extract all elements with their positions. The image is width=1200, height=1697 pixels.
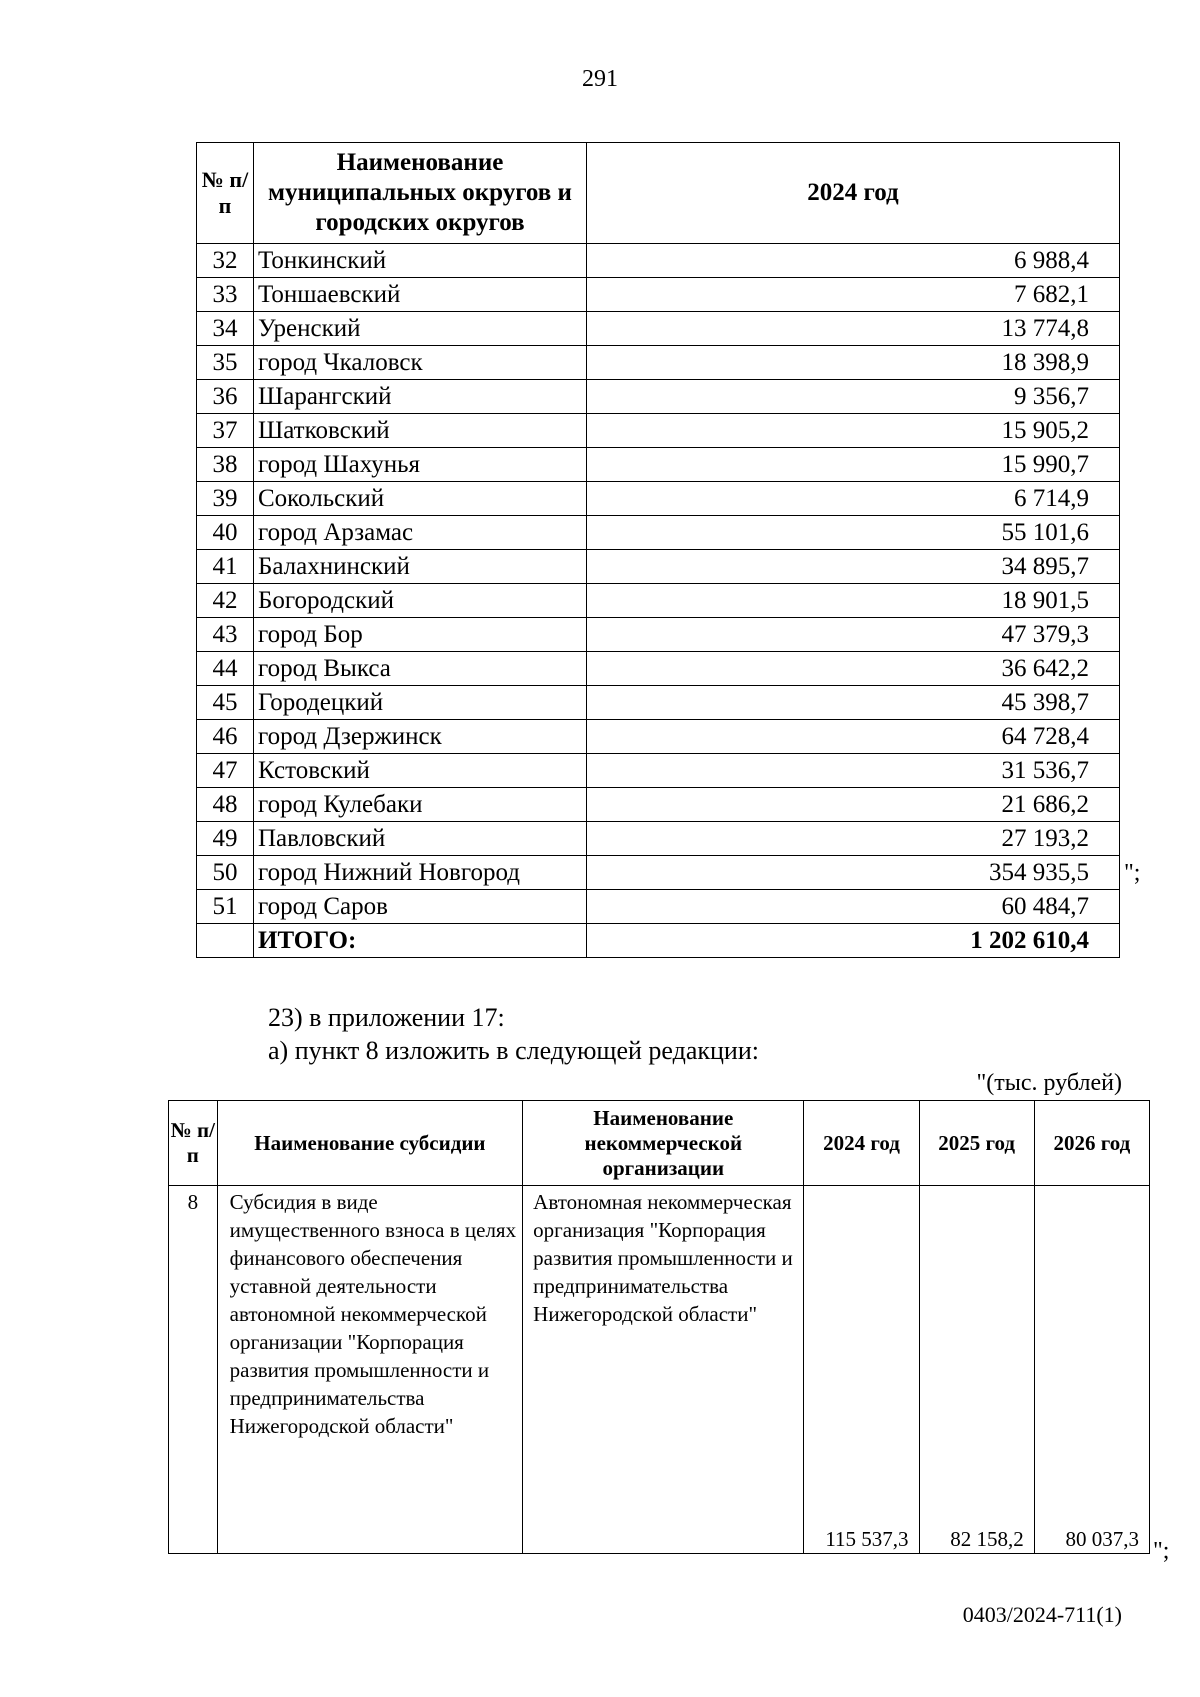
- value-cell: 36 642,2: [587, 652, 1120, 686]
- subsidy-name-cell: Субсидия в виде имущественного взноса в целях финансового обеспечения уставной деятельности автономной некоммерческой организации "Корпорация развития промышленности и предпринимательства Нижегородской области": [217, 1186, 523, 1554]
- value-cell: 354 935,5: [587, 856, 1120, 890]
- value-cell: 34 895,7: [587, 550, 1120, 584]
- district-name-cell: Кстовский: [254, 754, 587, 788]
- district-name-cell: Балахнинский: [254, 550, 587, 584]
- table-row: [197, 516, 1120, 550]
- value-cell: 15 990,7: [587, 448, 1120, 482]
- value-cell: 21 686,2: [587, 788, 1120, 822]
- value-cell: 31 536,7: [587, 754, 1120, 788]
- value-cell: 18 901,5: [587, 584, 1120, 618]
- units-label: "(тыс. рублей): [976, 1070, 1122, 1096]
- value-cell: 9 356,7: [587, 380, 1120, 414]
- district-name-cell: город Дзержинск: [254, 720, 587, 754]
- organization-name-cell: Автономная некоммерческая организация "Корпорация развития промышленности и предпринимательства Нижегородской области": [523, 1186, 804, 1554]
- table-row: [197, 550, 1120, 584]
- value-cell: 27 193,2: [587, 822, 1120, 856]
- districts-table: [196, 142, 1120, 958]
- table-row: [197, 754, 1120, 788]
- value-cell: 15 905,2: [587, 414, 1120, 448]
- table-row: [197, 346, 1120, 380]
- table-row: [197, 380, 1120, 414]
- table-row: [197, 686, 1120, 720]
- table-row: [197, 720, 1120, 754]
- district-name-cell: Богородский: [254, 584, 587, 618]
- table-row: [197, 856, 1120, 890]
- table-row: [197, 584, 1120, 618]
- table-row: [197, 652, 1120, 686]
- row-number: 34: [197, 312, 254, 346]
- district-name-cell: Уренский: [254, 312, 587, 346]
- value-cell: 60 484,7: [587, 890, 1120, 924]
- value-2024-cell: 115 537,3: [804, 1186, 919, 1554]
- page-number: 291: [582, 66, 618, 92]
- row-number: 39: [197, 482, 254, 516]
- table1-closing-quote: ";: [1124, 860, 1141, 886]
- row-number: 47: [197, 754, 254, 788]
- total-value: 1 202 610,4: [587, 924, 1120, 958]
- table-header-row: [169, 1101, 1150, 1186]
- header-year-2024: 2024 год: [587, 143, 1120, 244]
- table-row: [197, 414, 1120, 448]
- row-number: 45: [197, 686, 254, 720]
- district-name-cell: город Бор: [254, 618, 587, 652]
- value-cell: 13 774,8: [587, 312, 1120, 346]
- district-name-cell: город Кулебаки: [254, 788, 587, 822]
- header-number: № п/п: [169, 1101, 218, 1186]
- row-number: 37: [197, 414, 254, 448]
- row-number: 38: [197, 448, 254, 482]
- district-name-cell: город Чкаловск: [254, 346, 587, 380]
- subsidy-table: [168, 1100, 1150, 1554]
- table-row: [197, 618, 1120, 652]
- district-name-cell: Тоншаевский: [254, 278, 587, 312]
- table-row: [197, 822, 1120, 856]
- row-number: 46: [197, 720, 254, 754]
- total-number-cell: [197, 924, 254, 958]
- table-row: [197, 312, 1120, 346]
- district-name-cell: Сокольский: [254, 482, 587, 516]
- district-name-cell: город Выкса: [254, 652, 587, 686]
- header-number: № п/п: [197, 143, 254, 244]
- table-header-row: [197, 143, 1120, 244]
- value-cell: 18 398,9: [587, 346, 1120, 380]
- row-number: 33: [197, 278, 254, 312]
- table-row: [197, 788, 1120, 822]
- paragraph-23: 23) в приложении 17:: [268, 1003, 505, 1032]
- row-number: 35: [197, 346, 254, 380]
- row-number: 50: [197, 856, 254, 890]
- row-number: 49: [197, 822, 254, 856]
- header-year-2026: 2026 год: [1034, 1101, 1149, 1186]
- header-year-2024: 2024 год: [804, 1101, 919, 1186]
- table-row: [197, 890, 1120, 924]
- row-number: 8: [169, 1186, 218, 1554]
- table-row: [197, 244, 1120, 278]
- district-name-cell: Шатковский: [254, 414, 587, 448]
- value-cell: 45 398,7: [587, 686, 1120, 720]
- district-name-cell: Павловский: [254, 822, 587, 856]
- row-number: 48: [197, 788, 254, 822]
- document-code: 0403/2024-711(1): [962, 1602, 1122, 1627]
- paragraph-a: а) пункт 8 изложить в следующей редакции:: [268, 1036, 759, 1065]
- header-year-2025: 2025 год: [919, 1101, 1034, 1186]
- header-district-name: Наименование муниципальных округов и городских округов: [254, 143, 587, 244]
- value-cell: 64 728,4: [587, 720, 1120, 754]
- row-number: 51: [197, 890, 254, 924]
- table-row: [197, 482, 1120, 516]
- district-name-cell: Городецкий: [254, 686, 587, 720]
- district-name-cell: город Нижний Новгород: [254, 856, 587, 890]
- row-number: 43: [197, 618, 254, 652]
- table-row: [197, 278, 1120, 312]
- value-cell: 6 714,9: [587, 482, 1120, 516]
- district-name-cell: город Арзамас: [254, 516, 587, 550]
- row-number: 32: [197, 244, 254, 278]
- value-cell: 55 101,6: [587, 516, 1120, 550]
- value-2025-cell: 82 158,2: [919, 1186, 1034, 1554]
- value-cell: 6 988,4: [587, 244, 1120, 278]
- district-name-cell: город Саров: [254, 890, 587, 924]
- header-organization-name: Наименование некоммерческой организации: [523, 1101, 804, 1186]
- value-cell: 47 379,3: [587, 618, 1120, 652]
- table-row: [197, 448, 1120, 482]
- row-number: 42: [197, 584, 254, 618]
- total-label: ИТОГО:: [254, 924, 587, 958]
- header-subsidy-name: Наименование субсидии: [217, 1101, 523, 1186]
- value-cell: 7 682,1: [587, 278, 1120, 312]
- row-number: 44: [197, 652, 254, 686]
- table-row: [169, 1186, 1150, 1554]
- value-2026-cell: 80 037,3: [1034, 1186, 1149, 1554]
- total-row: [197, 924, 1120, 958]
- row-number: 41: [197, 550, 254, 584]
- table2-closing-quote: ";: [1153, 1538, 1170, 1564]
- row-number: 40: [197, 516, 254, 550]
- districts-table-body: [197, 244, 1120, 958]
- row-number: 36: [197, 380, 254, 414]
- district-name-cell: Шарангский: [254, 380, 587, 414]
- district-name-cell: Тонкинский: [254, 244, 587, 278]
- district-name-cell: город Шахунья: [254, 448, 587, 482]
